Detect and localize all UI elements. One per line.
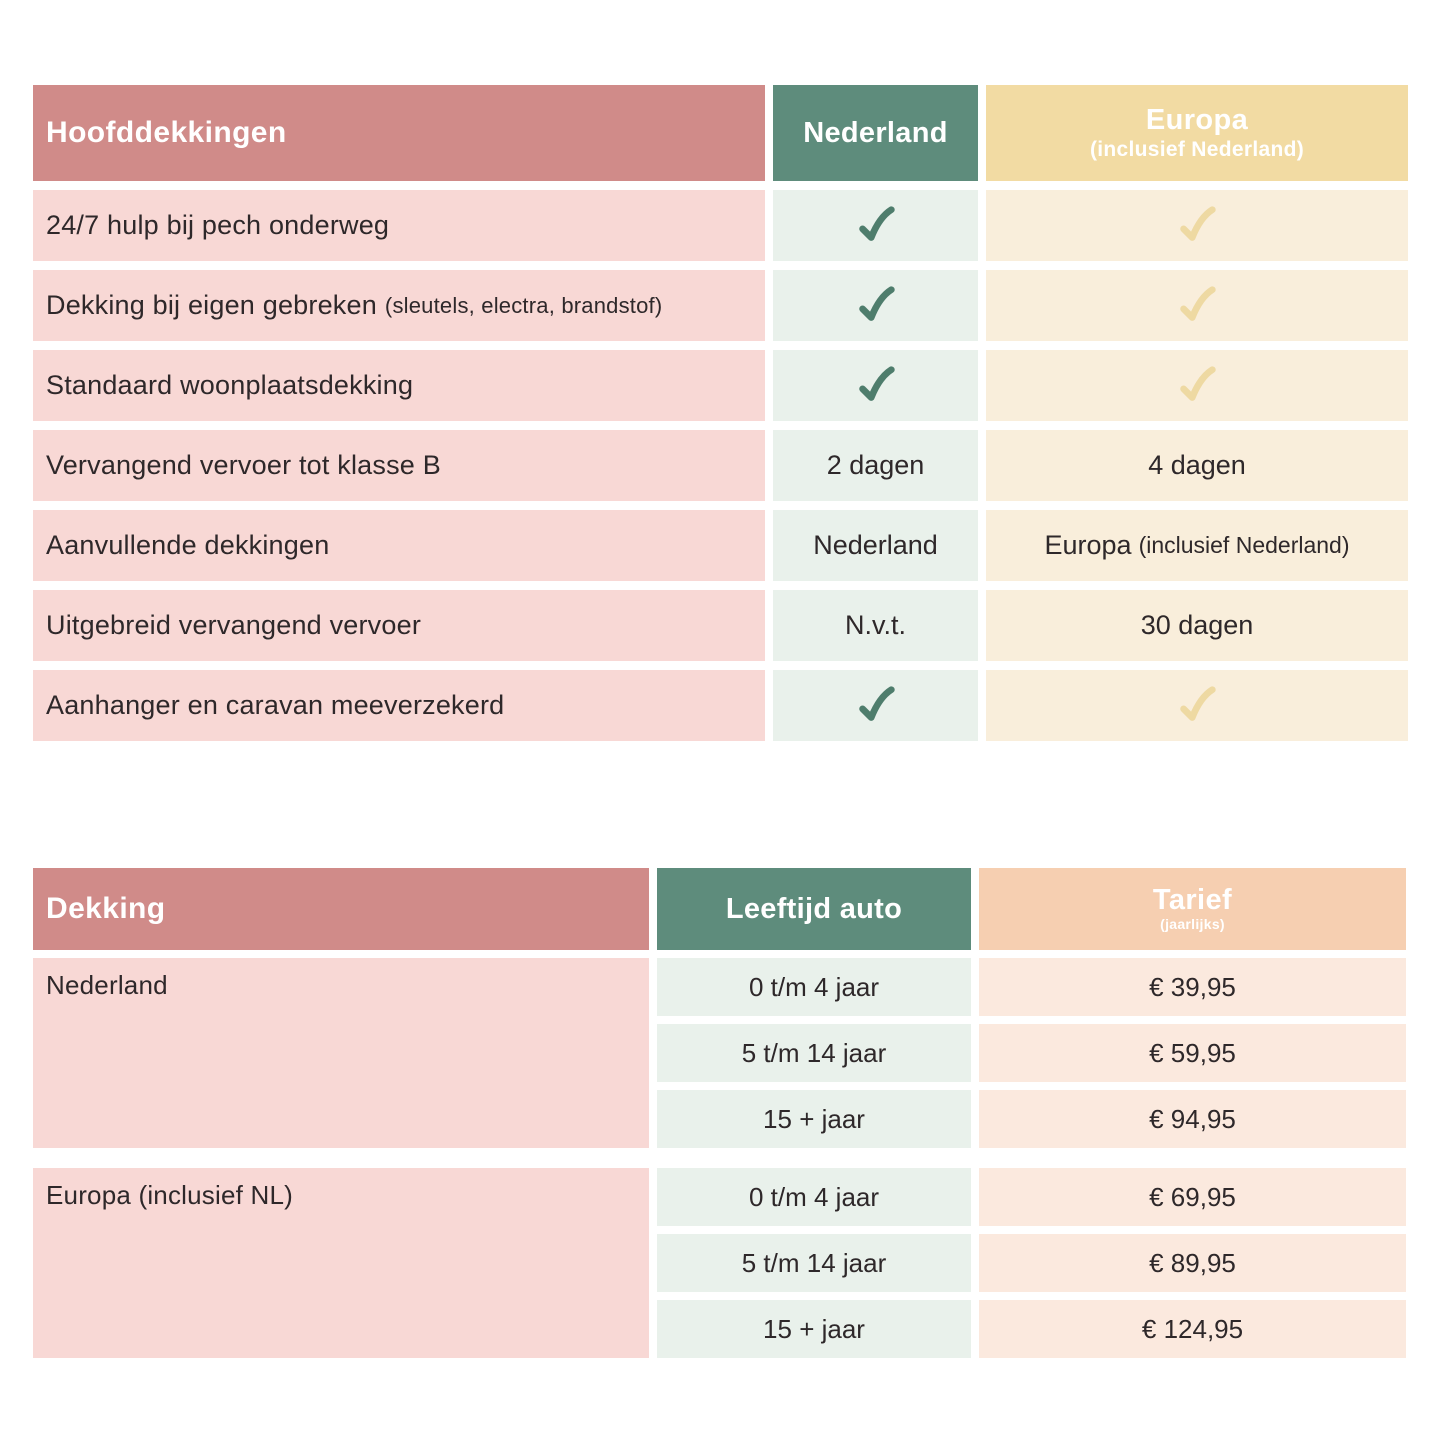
age-cell	[657, 958, 971, 1016]
header-title: Europa	[1145, 104, 1249, 137]
check-icon	[853, 363, 899, 409]
europa-value-cell	[986, 670, 1408, 741]
group-label-text: Nederland	[46, 970, 168, 1000]
header-label: Dekking	[46, 892, 166, 925]
age-text: 0 t/m 4 jaar	[748, 1181, 880, 1212]
coverage-row-label	[33, 590, 765, 661]
europa-value-cell	[986, 350, 1408, 421]
price-cell	[979, 1234, 1406, 1292]
age-cell	[657, 1168, 971, 1226]
age-text: 15 + jaar	[763, 1103, 865, 1134]
value-note: (inclusief Nederland)	[1138, 532, 1350, 558]
header-title: Tarief	[1152, 884, 1233, 917]
tariff-table-header-dekking	[33, 868, 649, 950]
age-text: 0 t/m 4 jaar	[748, 971, 880, 1002]
tariff-group-label-europa	[33, 1168, 649, 1358]
age-cell	[657, 1234, 971, 1292]
price-cell	[979, 958, 1406, 1016]
price-cell	[979, 1300, 1406, 1358]
nederland-value-cell	[773, 350, 978, 421]
value-text: 30 dagen	[1140, 610, 1254, 640]
coverage-row-label	[33, 270, 765, 341]
value-text: Europa	[1044, 530, 1132, 560]
tariff-table	[33, 868, 1406, 1358]
header-label: Leeftijd auto	[725, 892, 903, 925]
price-cell	[979, 1024, 1406, 1082]
nederland-value-cell	[773, 190, 978, 261]
header-label: Hoofddekkingen	[46, 116, 287, 149]
age-text: 5 t/m 14 jaar	[741, 1247, 887, 1278]
europa-value-cell	[986, 590, 1408, 661]
nederland-value-cell	[773, 670, 978, 741]
nederland-value-cell	[773, 510, 978, 581]
price-text: € 124,95	[1141, 1313, 1244, 1344]
age-text: 5 t/m 14 jaar	[741, 1037, 887, 1068]
check-icon	[1174, 283, 1220, 329]
value-text: 4 dagen	[1148, 450, 1246, 480]
age-cell	[657, 1300, 971, 1358]
row-label-note: (sleutels, electra, brandstof)	[384, 292, 663, 318]
row-label-text: Aanvullende dekkingen	[46, 530, 330, 560]
check-icon	[853, 283, 899, 329]
coverage-row-label	[33, 670, 765, 741]
nederland-value-cell	[773, 270, 978, 341]
coverage-row-label	[33, 350, 765, 421]
coverage-row-label	[33, 430, 765, 501]
row-label-text: 24/7 hulp bij pech onderweg	[46, 210, 390, 240]
row-label-text: Standaard woonplaatsdekking	[46, 370, 414, 400]
coverage-row-label	[33, 510, 765, 581]
check-icon	[1174, 363, 1220, 409]
price-text: € 59,95	[1149, 1037, 1236, 1068]
coverage-row-label	[33, 190, 765, 261]
nederland-value-cell	[773, 430, 978, 501]
age-cell	[657, 1090, 971, 1148]
price-cell	[979, 1090, 1406, 1148]
tariff-table-header-leeftijd	[657, 868, 971, 950]
tariff-group-label-nederland	[33, 958, 649, 1148]
value-text: Nederland	[813, 530, 938, 560]
check-icon	[1174, 683, 1220, 729]
europa-value-cell	[986, 430, 1408, 501]
value-text: N.v.t.	[844, 610, 906, 640]
row-label-text: Uitgebreid vervangend vervoer	[46, 610, 422, 640]
price-text: € 89,95	[1149, 1247, 1236, 1278]
nederland-value-cell	[773, 590, 978, 661]
price-text: € 69,95	[1149, 1181, 1236, 1212]
europa-value-cell	[986, 190, 1408, 261]
price-text: € 39,95	[1149, 971, 1236, 1002]
row-label-text: Dekking bij eigen gebreken	[46, 290, 377, 320]
europa-value-cell	[986, 510, 1408, 581]
header-label: Nederland	[803, 116, 948, 149]
coverage-table-header-main	[33, 85, 765, 181]
tariff-table-header-tarief	[979, 868, 1406, 950]
header-subtitle: (jaarlijks)	[1160, 916, 1225, 933]
row-label-text: Aanhanger en caravan meeverzekerd	[46, 690, 505, 720]
coverage-table-header-nederland	[773, 85, 978, 181]
value-text: 2 dagen	[826, 450, 925, 480]
check-icon	[853, 203, 899, 249]
check-icon	[1174, 203, 1220, 249]
row-label-text: Vervangend vervoer tot klasse B	[46, 450, 441, 480]
coverage-table-header-europa	[986, 85, 1408, 181]
price-text: € 94,95	[1149, 1103, 1236, 1134]
age-cell	[657, 1024, 971, 1082]
coverage-table	[33, 85, 1408, 741]
europa-value-cell	[986, 270, 1408, 341]
price-cell	[979, 1168, 1406, 1226]
group-label-text: Europa (inclusief NL)	[46, 1180, 293, 1210]
header-subtitle: (inclusief Nederland)	[1089, 137, 1304, 161]
age-text: 15 + jaar	[763, 1313, 865, 1344]
check-icon	[853, 683, 899, 729]
